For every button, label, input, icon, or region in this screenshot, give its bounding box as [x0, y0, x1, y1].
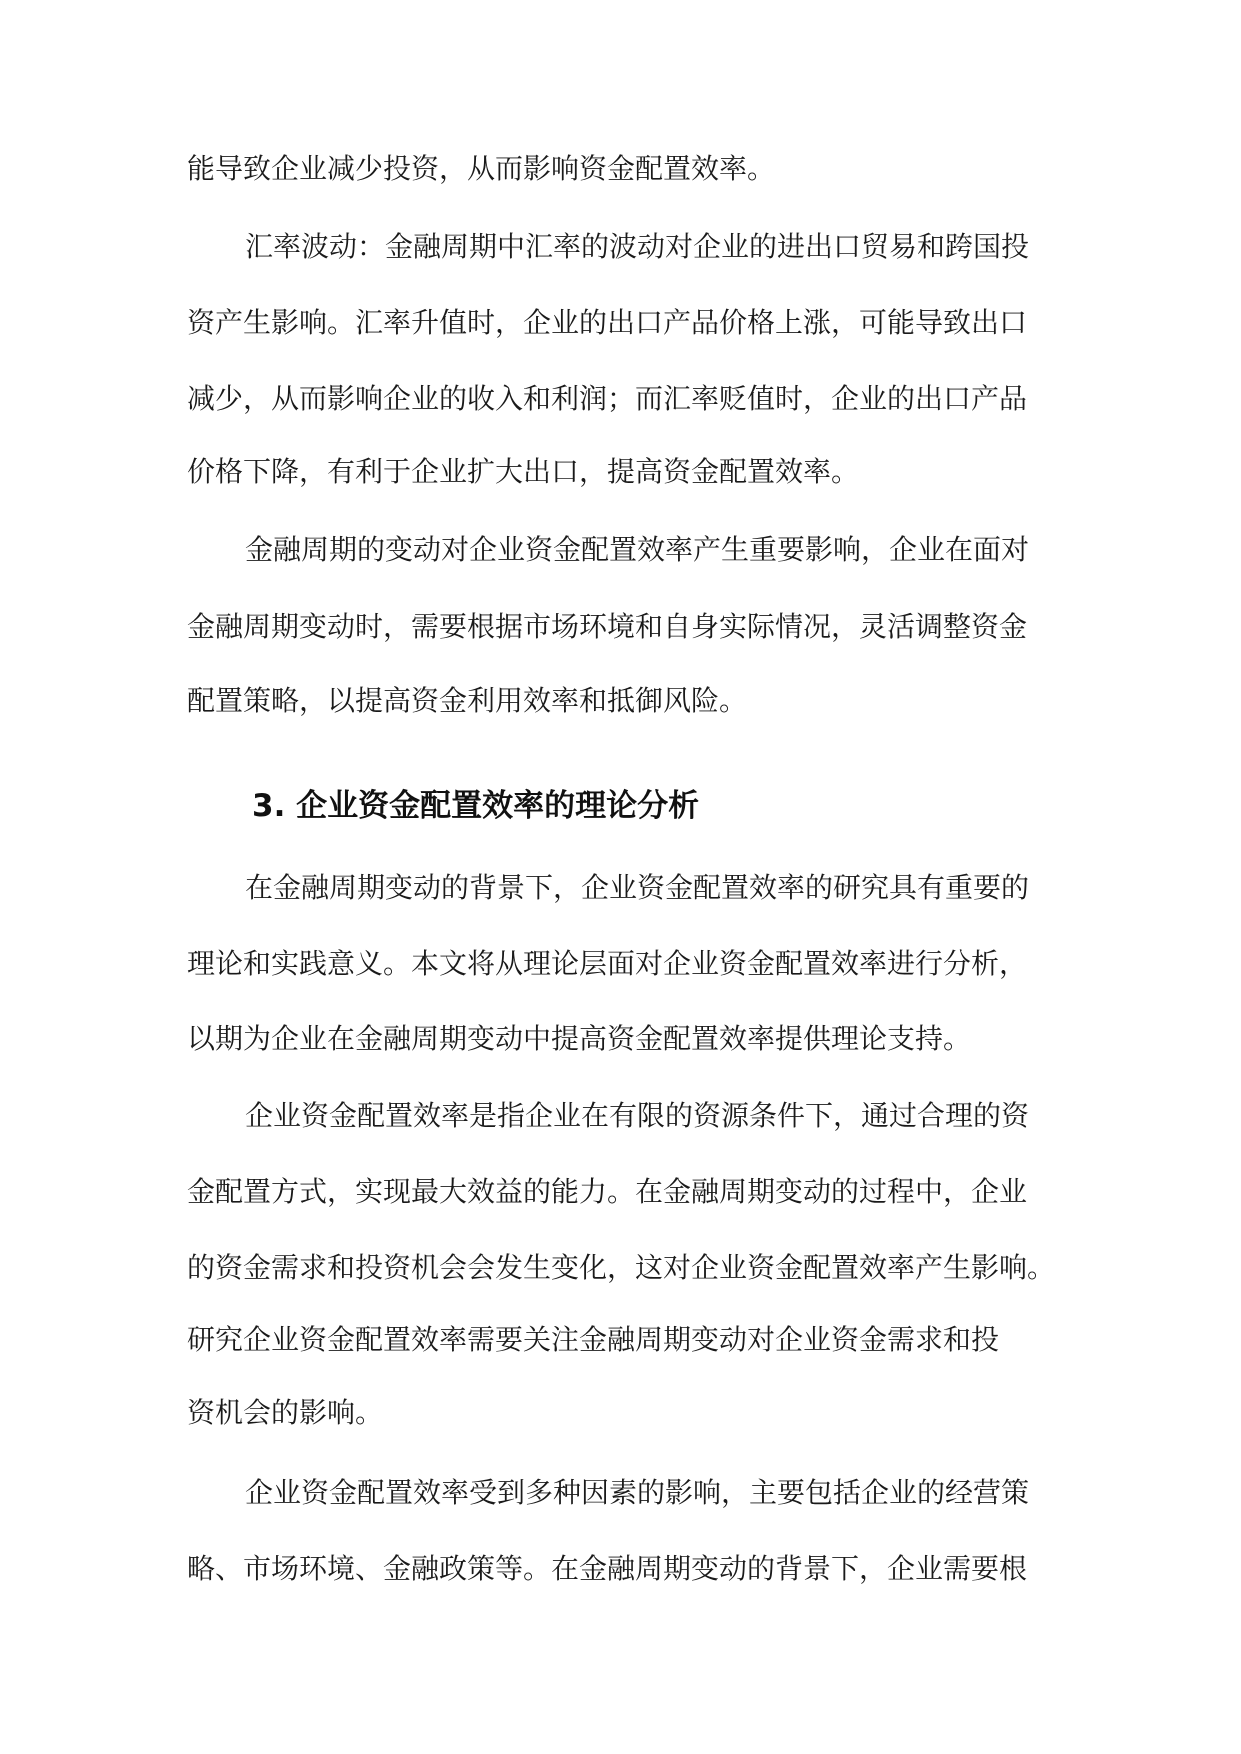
- paragraph-6-line-2: 略、市场环境、金融政策等。在金融周期变动的背景下，企业需要根: [187, 1552, 1028, 1585]
- paragraph-2-line-2: 资产生影响。汇率升值时，企业的出口产品价格上涨，可能导致出口: [187, 306, 1028, 339]
- paragraph-3-line-3: 配置策略，以提高资金利用效率和抵御风险。: [187, 684, 748, 717]
- paragraph-2-line-3: 减少，从而影响企业的收入和利润；而汇率贬值时，企业的出口产品: [187, 382, 1028, 415]
- paragraph-5-line-3: 的资金需求和投资机会会发生变化，这对企业资金配置效率产生影响。: [187, 1251, 1056, 1284]
- paragraph-2-line-4: 价格下降，有利于企业扩大出口，提高资金配置效率。: [187, 455, 860, 488]
- paragraph-6-line-1: 企业资金配置效率受到多种因素的影响，主要包括企业的经营策: [245, 1476, 1030, 1509]
- paragraph-4-line-2: 理论和实践意义。本文将从理论层面对企业资金配置效率进行分析，: [187, 947, 1028, 980]
- section-heading: 3. 企业资金配置效率的理论分析: [252, 788, 700, 824]
- paragraph-2-line-1: 汇率波动：金融周期中汇率的波动对企业的进出口贸易和跨国投: [245, 230, 1030, 263]
- paragraph-5-line-4: 研究企业资金配置效率需要关注金融周期变动对企业资金需求和投: [187, 1323, 1000, 1356]
- paragraph-4-line-3: 以期为企业在金融周期变动中提高资金配置效率提供理论支持。: [187, 1022, 972, 1055]
- paragraph-5-line-5: 资机会的影响。: [187, 1396, 384, 1429]
- paragraph-3-line-1: 金融周期的变动对企业资金配置效率产生重要影响，企业在面对: [245, 533, 1030, 566]
- paragraph-5-line-2: 金配置方式，实现最大效益的能力。在金融周期变动的过程中，企业: [187, 1175, 1028, 1208]
- paragraph-3-line-2: 金融周期变动时，需要根据市场环境和自身实际情况，灵活调整资金: [187, 610, 1028, 643]
- paragraph-1-line-1: 能导致企业减少投资，从而影响资金配置效率。: [187, 152, 776, 185]
- paragraph-5-line-1: 企业资金配置效率是指企业在有限的资源条件下，通过合理的资: [245, 1099, 1030, 1132]
- paragraph-4-line-1: 在金融周期变动的背景下，企业资金配置效率的研究具有重要的: [245, 871, 1030, 904]
